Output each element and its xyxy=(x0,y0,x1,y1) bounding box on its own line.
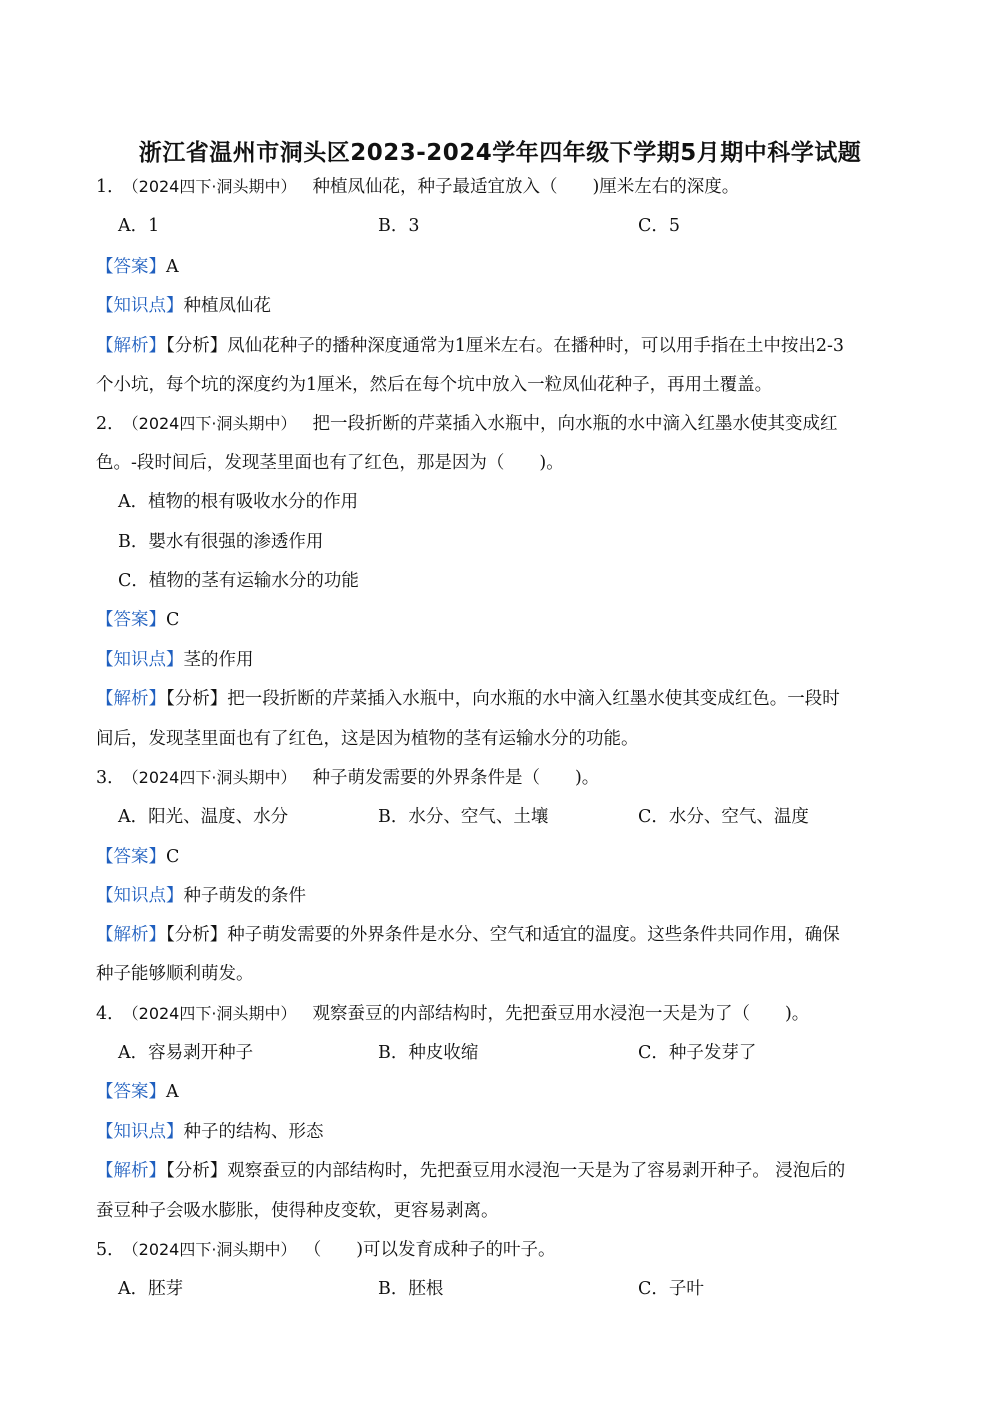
question-1-option-c: C．5 xyxy=(638,216,681,236)
question-2-knowledge xyxy=(96,648,906,672)
analysis-text: 【分析】把一段折断的芹菜插入水瓶中，向水瓶的水中滴入红墨水使其变成红色。一段时 xyxy=(166,689,840,709)
question-3-option-c: C．水分、空气、温度 xyxy=(638,807,809,827)
question-2-option-c: C．植物的茎有运输水分的功能 xyxy=(118,571,359,591)
question-text: 种植凤仙花，种子最适宜放入（ )厘米左右的深度。 xyxy=(312,177,740,197)
analysis-text: 【分析】观察蚕豆的内部结构时，先把蚕豆用水浸泡一天是为了容易剥开种子。 浸泡后的 xyxy=(166,1161,846,1181)
question-text: 把一段折断的芹菜插入水瓶中，向水瓶的水中滴入红墨水使其变成红 xyxy=(312,414,838,434)
analysis-text: 【分析】种子萌发需要的外界条件是水分、空气和适宜的温度。这些条件共同作用，确保 xyxy=(166,925,840,945)
question-3-analysis-cont: 种子能够顺利萌发。 xyxy=(96,964,254,984)
question-2-option-a: A．植物的根有吸收水分的作用 xyxy=(118,492,359,512)
question-source: （2024四下·洞头期中） xyxy=(130,1004,297,1023)
question-4-analysis-cont: 蚕豆种子会吸水膨胀，使得种皮变软，更容易剥离。 xyxy=(96,1201,499,1221)
question-number: 4． xyxy=(96,1004,125,1024)
question-2-stem xyxy=(96,412,906,436)
question-5-stem xyxy=(96,1238,906,1262)
question-1-answer xyxy=(96,255,906,279)
analysis-label: 【解析】 xyxy=(96,336,166,356)
question-3-analysis xyxy=(96,923,906,947)
question-3-knowledge xyxy=(96,884,906,908)
question-4-knowledge xyxy=(96,1120,906,1144)
question-3-option-a: A．阳光、温度、水分 xyxy=(118,807,289,827)
question-number: 1． xyxy=(96,177,125,197)
answer-label: 【答案】 xyxy=(96,847,166,867)
question-number: 3． xyxy=(96,768,125,788)
question-4-stem xyxy=(96,1002,906,1026)
question-source: （2024四下·洞头期中） xyxy=(130,1240,297,1259)
question-text: 种子萌发需要的外界条件是（ )。 xyxy=(312,768,600,788)
answer-value: A xyxy=(166,1082,179,1102)
question-source: （2024四下·洞头期中） xyxy=(130,768,297,787)
question-1-analysis-cont: 个小坑，每个坑的深度约为1厘米，然后在每个坑中放入一粒凤仙花种子，再用土覆盖。 xyxy=(96,375,773,395)
analysis-label: 【解析】 xyxy=(96,689,166,709)
knowledge-value: 种子萌发的条件 xyxy=(183,886,306,906)
question-4-option-b: B．种皮收缩 xyxy=(378,1043,479,1063)
question-5-option-b: B．胚根 xyxy=(378,1279,444,1299)
question-1-option-a: A．1 xyxy=(118,216,160,236)
answer-label: 【答案】 xyxy=(96,610,166,630)
answer-value: A xyxy=(166,257,179,277)
question-4-option-c: C．种子发芽了 xyxy=(638,1043,757,1063)
knowledge-label: 【知识点】 xyxy=(96,886,184,906)
question-number: 5． xyxy=(96,1240,125,1260)
knowledge-label: 【知识点】 xyxy=(96,650,184,670)
knowledge-value: 种子的结构、形态 xyxy=(183,1122,324,1142)
question-5-option-a: A．胚芽 xyxy=(118,1279,184,1299)
question-1-stem xyxy=(96,175,906,199)
question-number: 2． xyxy=(96,414,125,434)
question-2-option-b: B．嬰水有很强的渗透作用 xyxy=(118,532,324,552)
knowledge-label: 【知识点】 xyxy=(96,296,184,316)
question-1-knowledge xyxy=(96,294,906,318)
answer-label: 【答案】 xyxy=(96,1082,166,1102)
question-4-analysis xyxy=(96,1159,906,1183)
question-source: （2024四下·洞头期中） xyxy=(130,177,297,196)
knowledge-label: 【知识点】 xyxy=(96,1122,184,1142)
answer-value: C xyxy=(166,610,180,630)
question-1-analysis xyxy=(96,334,906,358)
question-1-option-b: B．3 xyxy=(378,216,420,236)
answer-label: 【答案】 xyxy=(96,257,166,277)
question-4-option-a: A．容易剥开种子 xyxy=(118,1043,254,1063)
question-2-analysis xyxy=(96,687,906,711)
knowledge-value: 种植凤仙花 xyxy=(183,296,271,316)
question-3-answer xyxy=(96,845,906,869)
question-2-answer xyxy=(96,608,906,632)
question-text: （ )可以发育成种子的叶子。 xyxy=(312,1240,556,1260)
analysis-text: 【分析】凤仙花种子的播种深度通常为1厘米左右。在播种时，可以用手指在土中按出2-3 xyxy=(166,336,845,356)
analysis-label: 【解析】 xyxy=(96,1161,166,1181)
answer-value: C xyxy=(166,847,180,867)
analysis-label: 【解析】 xyxy=(96,925,166,945)
knowledge-value: 茎的作用 xyxy=(183,650,254,670)
question-3-option-b: B．水分、空气、土壤 xyxy=(378,807,549,827)
question-3-stem xyxy=(96,766,906,790)
page-title: 浙江省温州市洞头区2023-2024学年四年级下学期5月期中科学试题 xyxy=(138,140,862,166)
question-text: 观察蚕豆的内部结构时，先把蚕豆用水浸泡一天是为了（ )。 xyxy=(312,1004,810,1024)
question-2-analysis-cont: 间后，发现茎里面也有了红色，这是因为植物的茎有运输水分的功能。 xyxy=(96,729,639,749)
question-source: （2024四下·洞头期中） xyxy=(130,414,297,433)
question-4-answer xyxy=(96,1080,906,1104)
question-5-option-c: C．子叶 xyxy=(638,1279,704,1299)
question-2-stem-cont: 色。-段时间后，发现茎里面也有了红色，那是因为（ )。 xyxy=(96,453,564,473)
